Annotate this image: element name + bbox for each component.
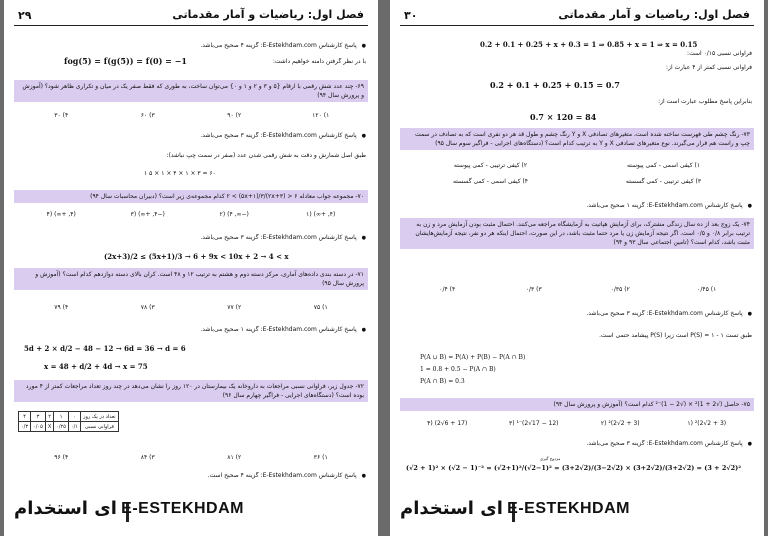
option[interactable]: ۱) کیفی اسمی - کمی پیوسته (626, 162, 701, 169)
page-30 (390, 0, 764, 536)
sum-equation: 0.2 + 0.1 + 0.25 + 0.15 = 0.7 (490, 80, 620, 90)
answer-line: ● پاسخ کارشناس E-Estekhdam.com: گزینه ۳ صحیح می‌باشد. (402, 440, 752, 448)
option[interactable]: (−۴, +∞) (۳ (130, 211, 165, 218)
less-than-4-note: فراوانی نسبی کمتر از ۴ عبارت از: (666, 64, 752, 71)
logo-persian: ای استخدام (400, 498, 503, 519)
option[interactable]: ۴) ۳۰ (54, 112, 69, 119)
logo-latin: E-ESTEKHDAM (121, 500, 244, 517)
page-number: ۳۰ (404, 9, 418, 22)
question-70: ۷۰- مجموعه جواب معادله ۶ < (۳+۲x)/۲ < (۵x+۱)/۳ کدام مجموعه‌ی زیر است؟ (دبیران محاسبات سال ۹۴) (14, 190, 368, 203)
option[interactable]: (−∞, ۴) (۲ (219, 211, 249, 218)
option[interactable]: ۲) ۷۷ (227, 304, 242, 311)
answer-line: ● پاسخ کارشناس E-Estekhdam.com: گزینه ۳ صحیح می‌باشد. (16, 234, 366, 242)
inequality-solution: (2x+3)/2 ≤ (5x+1)/3 → 6 + 9x < 10x + 2 → 4 < x (104, 252, 289, 261)
intersection-result: P(A ∩ B) = 0.3 (420, 378, 465, 385)
option[interactable]: ۱) ۳۶ (313, 454, 328, 461)
question-69: ۶۹- چند عدد شش رقمی با ارقام {۵ و ۳ و ۲ و ۱ و ۰} می‌توان ساخت، به طوری که فقط صفر یک در میان و تکراری ظاهر شود؟ (آموزش و پرورش سال ۹۴) (14, 80, 368, 102)
option[interactable]: (۴, +∞) (۴ (46, 211, 76, 218)
option[interactable]: ۳) ۰/۳ (525, 286, 542, 293)
page-header (400, 8, 754, 26)
frequency-table (18, 411, 119, 432)
table-cell: ۰/۳ (19, 422, 31, 432)
option[interactable]: ۴) ۹۶ (54, 454, 69, 461)
option[interactable]: ۲) ۹۰ (227, 112, 242, 119)
certain-event-note: طبق تست ۱ - P(S) = ۱ است زیرا P(S) پیشامد حتمی است. (599, 332, 752, 339)
options-71 (18, 304, 364, 311)
counting-note: طبق اصل شمارش و دقت به شش رقمی شدن عدد (صفر در سمت چپ نباشد): (166, 152, 366, 159)
option[interactable]: (۴, +∞) (۱ (306, 211, 336, 218)
header-rule (14, 25, 368, 26)
chapter-title: فصل اول: ریاضیات و آمار مقدماتی (558, 8, 750, 21)
header-rule (400, 25, 754, 26)
option[interactable]: ۴) کیفی اسمی - کمی گسسته (452, 178, 529, 185)
table-cell: فراوانی نسبی (81, 422, 119, 432)
option[interactable]: ۱) ۱۲۰ (312, 112, 330, 119)
table-cell: ۰/۱ (69, 422, 81, 432)
question-75: ۷۵- حاصل (√2 + 1)² × (√2 − 1)⁻² کدام است؟ (آموزش و پرورش سال ۹۴) (400, 398, 754, 411)
frequency-equation: 0.2 + 0.1 + 0.25 + x + 0.3 = 1 ⇒ 0.85 + x = 1 ⇒ x = 0.15 (480, 40, 698, 49)
table-row (19, 422, 119, 432)
brand-logo (14, 498, 244, 526)
option[interactable]: ۲) کیفی ترتیبی - کمی پیوسته (453, 162, 528, 169)
option[interactable]: ۴) ۷۹ (54, 304, 69, 311)
options-69 (18, 112, 364, 119)
table-cell: تعداد در یک روز (81, 412, 119, 422)
options-70 (18, 211, 364, 218)
table-cell: ۰/۰۵ (31, 422, 46, 432)
option[interactable]: ۲) ۸۱ (227, 454, 242, 461)
table-cell: ۱ (54, 412, 69, 422)
counting-product: ۱ ۵ × ۱ × ۴ × ۱ × ۳ = ۶۰ (144, 170, 216, 177)
conjugate-label: مزدوج گیری (540, 456, 561, 461)
options-72 (18, 454, 364, 461)
option[interactable]: (12 − 17√2)⁻¹ (۳ (508, 420, 559, 427)
options-75 (404, 420, 750, 427)
answer-note: بنابراین پاسخ مطلوب عبارت است از: (658, 98, 752, 105)
option[interactable]: (3 + 2√2)² (۱ (687, 420, 727, 427)
option[interactable]: ۳) ۶۰ (140, 112, 155, 119)
page-header (14, 8, 368, 26)
question-74: ۷۴- یک زوج بعد از ده سال زندگی مشترک، برای آزمایش هپاتیت به آزمایشگاه مراجعه می‌کنند. احتمال مثبت بودن آزمایش مرد و زن به ترتیب برابر ۰/۸ و ۰/۵ است. اگر نتیجه آزمایش زن یا مرد حتما مثبت باشد، در این صورت، احتمال اینکه هر دو نفر، نتیجه آزمایش‌هایشان مثبت باشد، کدام است؟ (تامین اجتماعی سال ۹۳ و ۹۴) (400, 218, 754, 249)
table-cell: ۴ (19, 412, 31, 422)
options-73 (404, 162, 750, 185)
table-cell: ۲ (45, 412, 53, 422)
answer-line: ● پاسخ کارشناس E-Estekhdam.com: گزینه ۱ صحیح می‌باشد. (16, 326, 366, 334)
brand-logo (400, 498, 630, 526)
option[interactable]: ۲) ۰/۳۵ (610, 286, 630, 293)
option[interactable]: ۳) ۷۸ (140, 304, 155, 311)
equation-note: فراوانی نسبی ۰/۱۵ است: (687, 50, 752, 57)
question-73: ۷۳- رنگ چشم طی فهرست ساخته شده است، متغیرهای تصادفی X و Y رنگ چشم و طول قد هر دو نفری است که به تصادف در سمت چپ و راست هم قرار می‌گیرند. نوع متغیرهای تصادفی X و Y به ترتیب کدام است؟ (دستگاه‌های اجرایی - فراگیر سوم سال ۹۵) (400, 128, 754, 150)
union-formula: P(A ∪ B) = P(A) + P(B) − P(A ∩ B) (420, 354, 526, 361)
class-width-calc: 5d + 2 × d/2 − 48 − 12 → 6d = 36 → d = 6 (24, 344, 186, 353)
option[interactable]: ۳) ۸۴ (140, 454, 155, 461)
page-29 (4, 0, 378, 536)
table-cell: ۳ (31, 412, 46, 422)
table-row (19, 412, 119, 422)
product-equation: 0.7 × 120 = 84 (530, 112, 597, 122)
answer-line: ● پاسخ کارشناس E-Estekhdam.com: گزینه ۱ صحیح می‌باشد. (402, 202, 752, 210)
answer-line: ● پاسخ کارشناس E-Estekhdam.com: گزینه ۴ صحیح می‌باشد. (16, 42, 366, 50)
substitution: 1 = 0.8 + 0.5 − P(A ∩ B) (420, 366, 496, 373)
question-72: ۷۲- جدول زیر، فراوانی نسبی مراجعات به داروخانه یک بیمارستان در ۱۲۰ روز را نشان می‌دهد در چند روز تعداد مراجعات کمتر از ۴ مورد بوده است؟ (دستگاه‌های اجرایی - فراگیر چهارم سال ۹۶) (14, 380, 368, 402)
option[interactable]: (3 + 2√2)² (۲ (600, 420, 640, 427)
domain-note: با در نظر گرفتن دامنه خواهیم داشت: (272, 58, 366, 65)
option[interactable]: ۴) ۰/۴ (439, 286, 456, 293)
option[interactable]: (17 + 6√2) (۴ (427, 420, 468, 427)
table-cell: ۰/۲۵ (54, 422, 69, 432)
composition-equation: fog(5) = f(g(5)) = f(0) = −1 (64, 56, 187, 66)
table-cell: ۰ (69, 412, 81, 422)
table-cell: X (45, 422, 53, 432)
options-74 (404, 286, 750, 293)
page-number: ۲۹ (18, 9, 32, 22)
logo-latin: E-ESTEKHDAM (507, 500, 630, 517)
answer-line: ● پاسخ کارشناس E-Estekhdam.com: گزینه ۴ صحیح است. (16, 472, 366, 480)
option[interactable]: ۳) کیفی ترتیبی - کمی گسسته (625, 178, 702, 185)
question-71: ۷۱- در دسته بندی داده‌های آماری، مرکز دسته دوم و هشتم به ترتیب ۱۲ و ۴۸ است. کران بالای دسته دوازدهم کدام است؟ (آموزش و پرورش سال ۹۵) (14, 268, 368, 290)
radical-simplification: (√2 + 1)² × (√2 − 1)⁻² = (√2+1)²/(√2−1)² = (3+2√2)/(3−2√2) × (3+2√2)/(3+2√2) = (3 + 2√2)² (406, 464, 742, 472)
option[interactable]: ۱) ۰/۴۵ (697, 286, 717, 293)
option[interactable]: ۱) ۷۵ (313, 304, 328, 311)
chapter-title: فصل اول: ریاضیات و آمار مقدماتی (172, 8, 364, 21)
upper-bound-calc: x = 48 + d/2 + 4d → x = 75 (44, 362, 148, 371)
logo-persian: ای استخدام (14, 498, 117, 519)
answer-line: ● پاسخ کارشناس E-Estekhdam.com: گزینه ۳ صحیح می‌باشد. (402, 310, 752, 318)
answer-line: ● پاسخ کارشناس E-Estekhdam.com: گزینه ۳ صحیح می‌باشد. (16, 132, 366, 140)
